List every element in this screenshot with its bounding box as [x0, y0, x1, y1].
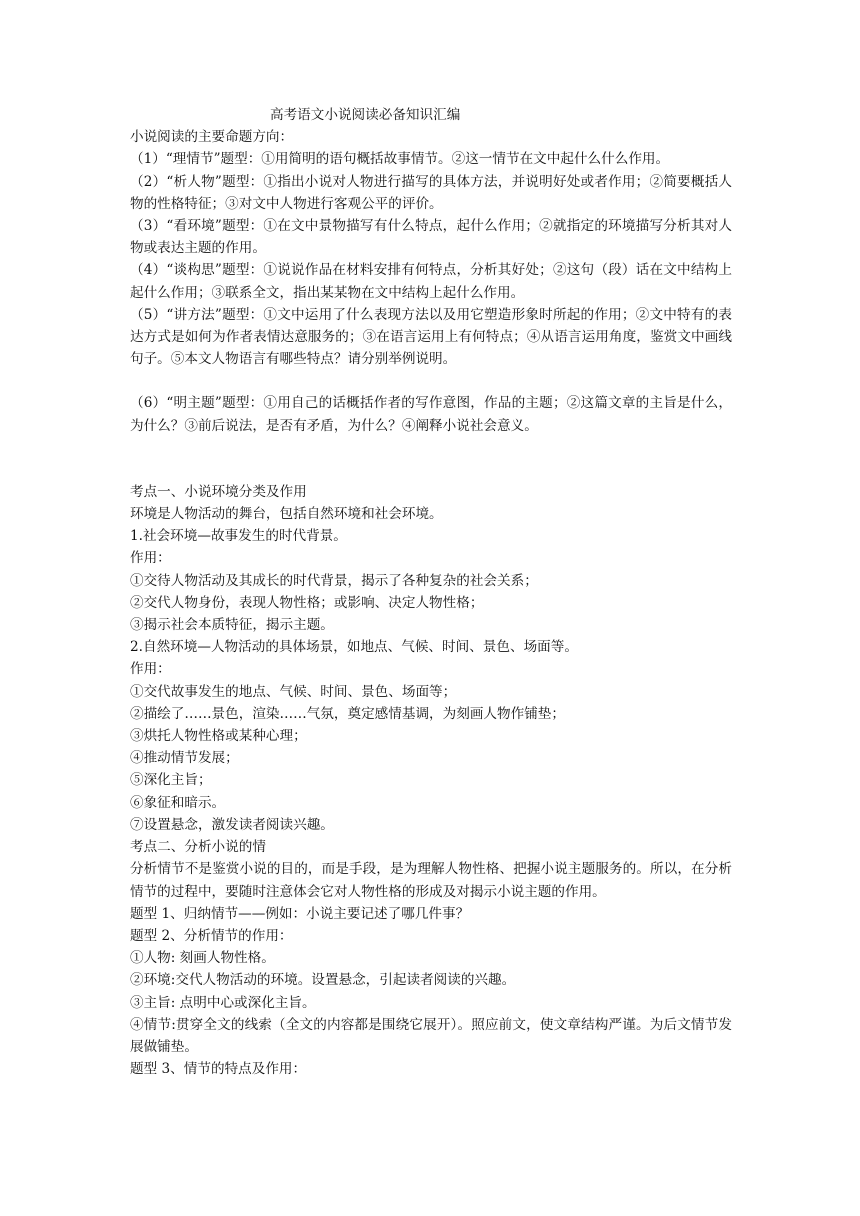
section1-line: ⑤深化主旨； — [130, 772, 212, 789]
question-type-2: （2）“析人物”题型：①指出小说对人物进行描写的具体方法，并说明好处或者作用；②简要概括人物的性格特征；③对文中人物进行客观公平的评价。 — [130, 173, 732, 212]
section2-line: ②环境:交代人物活动的环境。设置悬念，引起读者阅读的兴趣。 — [130, 972, 516, 989]
section1-line: 1.社会环境—故事发生的时代背景。 — [130, 528, 347, 545]
section1-line: ⑦设置悬念，激发读者阅读兴趣。 — [130, 816, 334, 833]
section1-line: ②描绘了……景色，渲染……气氛，奠定感情基调，为刻画人物作铺垫； — [130, 705, 565, 722]
question-type-1: （1）“理情节”题型：①用简明的语句概括故事情节。②这一情节在文中起什么什么作用。 — [130, 151, 670, 168]
section2-line: ①人物: 刻画人物性格。 — [130, 950, 275, 967]
paragraph-gap — [130, 370, 732, 392]
section1-line: ⑥象征和暗示。 — [130, 794, 226, 811]
intro-heading: 小说阅读的主要命题方向： — [130, 129, 294, 146]
section2-paragraph: 分析情节不是鉴赏小说的目的，而是手段，是为理解人物性格、把握小说主题服务的。所以，在分析情节的过程中，要随时注意体会它对人物性格的形成及对揭示小说主题的作用。 — [130, 861, 732, 900]
question-type-3: （3）“看环境”题型：①在文中景物描写有什么特点，起什么作用；②就指定的环境描写分析其对人物或表达主题的作用。 — [130, 218, 732, 257]
section2-heading: 考点二、分析小说的情 — [130, 839, 266, 856]
section2-line: 题型 3、情节的特点及作用： — [130, 1061, 307, 1078]
document-body — [130, 104, 732, 1080]
section1-line: ③揭示社会本质特征，揭示主题。 — [130, 617, 334, 634]
section1-line: 2.自然环境—人物活动的具体场景，如地点、气候、时间、景色、场面等。 — [130, 639, 578, 656]
section2-line: 题型 1、归纳情节——例如：小说主要记述了哪几件事？ — [130, 905, 470, 922]
question-type-4: （4）“谈构思”题型：①说说作品在材料安排有何特点，分析其好处；②这句（段）话在文中结构上起什么作用；③联系全文，指出某某物在文中结构上起什么作用。 — [130, 262, 732, 301]
section1-line: ①交待人物活动及其成长的时代背景，揭示了各种复杂的社会关系； — [130, 572, 538, 589]
section1-line: 环境是人物活动的舞台，包括自然环境和社会环境。 — [130, 506, 443, 523]
section1-line: ③烘托人物性格或某种心理； — [130, 728, 307, 745]
section2-line: 题型 2、分析情节的作用： — [130, 927, 293, 944]
document-title: 高考语文小说阅读必备知识汇编 — [270, 107, 461, 123]
section1-line: ④推动情节发展； — [130, 750, 239, 767]
section2-line: ④情节:贯穿全文的线索（全文的内容都是围绕它展开）。照应前文，使文章结构严谨。为后文情节发展做铺垫。 — [130, 1016, 732, 1055]
section1-line: ②交代人物身份，表现人物性格；或影响、决定人物性格； — [130, 594, 484, 611]
section2-line: ③主旨: 点明中心或深化主旨。 — [130, 994, 316, 1011]
question-type-5: （5）“讲方法”题型：①文中运用了什么表现方法以及用它塑造形象时所起的作用；②文中特有的表达方式是如何为作者表情达意服务的；③在语言运用上有何特点；④从语言运用角度，鉴赏文中画线句子。⑤本文人物语言有哪些特点？请分别举例说明。 — [130, 306, 732, 368]
section1-line: ①交代故事发生的地点、气候、时间、景色、场面等； — [130, 683, 457, 700]
section-gap — [130, 437, 732, 481]
section1-line: 作用： — [130, 661, 171, 678]
section1-line: 作用： — [130, 550, 171, 567]
question-type-6: （6）“明主题”题型：①用自己的话概括作者的写作意图，作品的主题；②这篇文章的主旨是什么，为什么？③前后说法，是否有矛盾，为什么？④阐释小说社会意义。 — [130, 395, 732, 434]
section1-heading: 考点一、小说环境分类及作用 — [130, 483, 307, 500]
